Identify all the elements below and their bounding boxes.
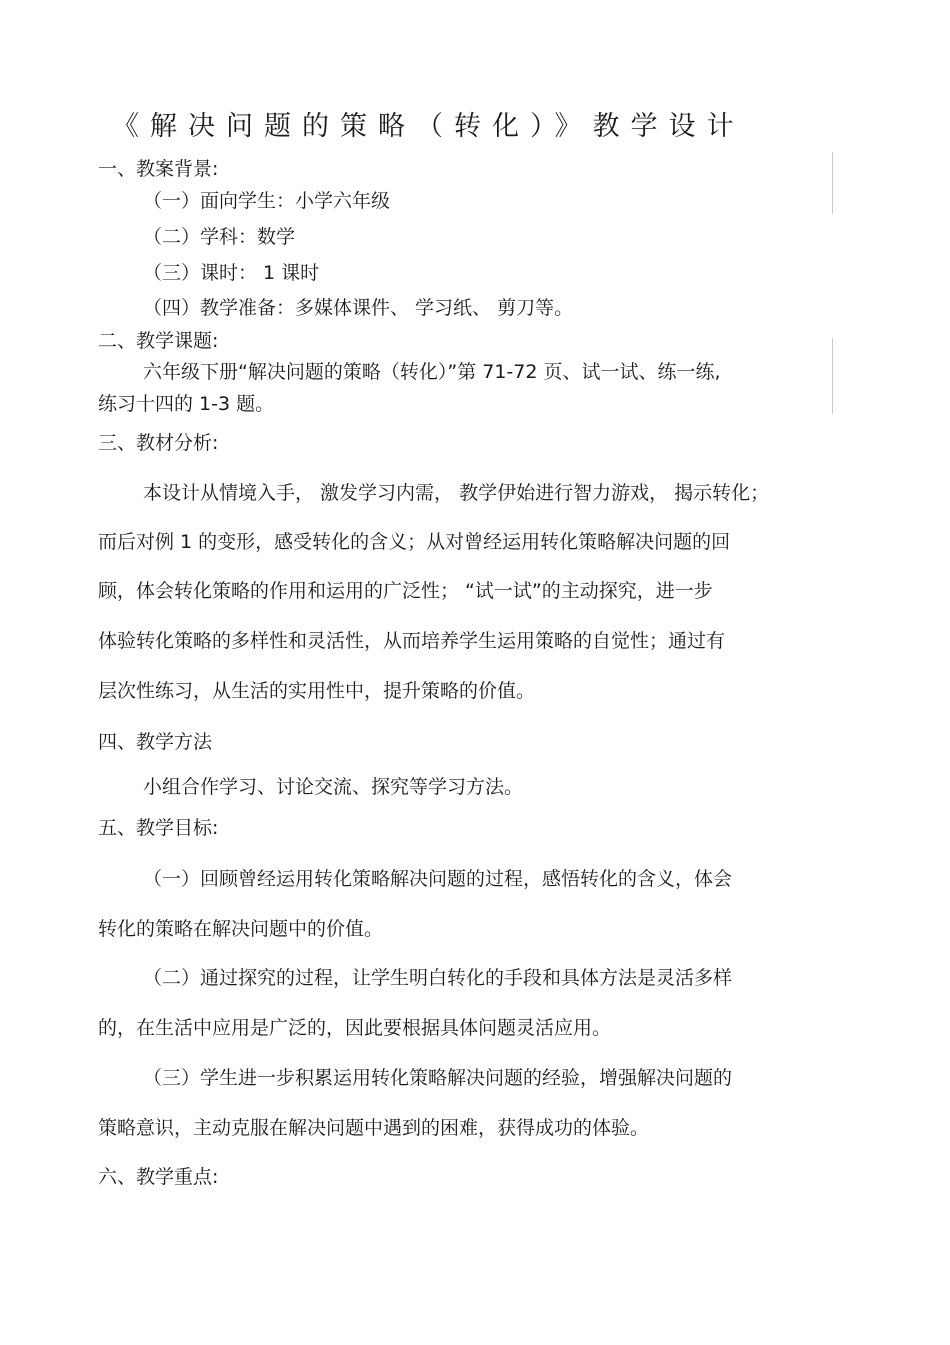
goal-line-3: （二）通过探究的过程，让学生明白转化的手段和具体方法是灵活多样 bbox=[143, 967, 733, 989]
analysis-line-5: 层次性练习，从生活的实用性中，提升策略的价值。 bbox=[98, 680, 536, 702]
section-heading-analysis: 三、教材分析: bbox=[98, 432, 219, 454]
item-class-hours: （三）课时： 1 课时 bbox=[143, 262, 320, 284]
goal-line-2: 转化的策略在解决问题中的价值。 bbox=[98, 918, 384, 940]
margin-rule-top bbox=[832, 152, 833, 214]
topic-line-2: 练习十四的 1-3 题。 bbox=[98, 393, 275, 415]
goal-line-4: 的，在生活中应用是广泛的，因此要根据具体问题灵活应用。 bbox=[98, 1017, 612, 1039]
item-subject: （二）学科：数学 bbox=[143, 226, 296, 248]
item-target-students: （一）面向学生：小学六年级 bbox=[143, 190, 391, 212]
goal-line-1: （一）回顾曾经运用转化策略解决问题的过程，感悟转化的含义，体会 bbox=[143, 868, 733, 890]
analysis-line-3: 顾，体会转化策略的作用和运用的广泛性； “试一试”的主动探究，进一步 bbox=[98, 580, 713, 602]
document-title: 《解决问题的策略（转化）》教学设计 bbox=[112, 111, 745, 142]
section-heading-background: 一、教案背景: bbox=[98, 158, 219, 180]
section-heading-topic: 二、教学课题: bbox=[98, 330, 219, 352]
section-heading-key-points: 六、教学重点: bbox=[98, 1166, 219, 1188]
item-preparation: （四）教学准备：多媒体课件、 学习纸、 剪刀等。 bbox=[143, 297, 574, 319]
goal-line-6: 策略意识，主动克服在解决问题中遇到的困难，获得成功的体验。 bbox=[98, 1117, 650, 1139]
analysis-line-1: 本设计从情境入手， 激发学习内需， 教学伊始进行智力游戏， 揭示转化； bbox=[143, 482, 770, 504]
analysis-line-2: 而后对例 1 的变形，感受转化的含义；从对曾经运用转化策略解决问题的回 bbox=[98, 531, 731, 553]
section-heading-method: 四、教学方法 bbox=[98, 731, 213, 753]
method-line-1: 小组合作学习、讨论交流、探究等学习方法。 bbox=[143, 776, 524, 798]
topic-line-1: 六年级下册“解决问题的策略（转化）”第 71-72 页、试一试、练一练, bbox=[143, 361, 721, 383]
section-heading-goals: 五、教学目标: bbox=[98, 817, 219, 839]
goal-line-5: （三）学生进一步积累运用转化策略解决问题的经验，增强解决问题的 bbox=[143, 1067, 733, 1089]
analysis-line-4: 体验转化策略的多样性和灵活性，从而培养学生运用策略的自觉性；通过有 bbox=[98, 630, 726, 652]
margin-rule-middle bbox=[832, 338, 833, 414]
